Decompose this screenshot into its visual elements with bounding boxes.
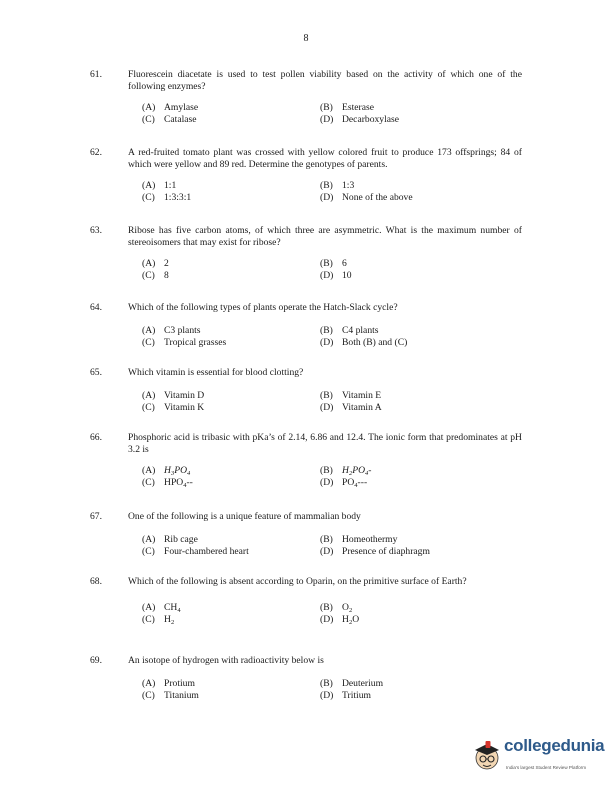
option-b: (B) Homeothermy <box>320 534 398 545</box>
option-b: (B) Deuterium <box>320 678 384 689</box>
option-c: (C) Tropical grasses <box>142 337 227 348</box>
option-d: (D) Decarboxylase <box>320 114 400 125</box>
option-b: (B) 1:3 <box>320 180 355 191</box>
question-number: 63. <box>90 225 102 236</box>
option-a: (A) Vitamin D <box>142 390 205 401</box>
options <box>142 390 522 414</box>
question-text: An isotope of hydrogen with radioactivity below is <box>128 655 324 666</box>
options <box>142 602 522 626</box>
option-d: (D) Presence of diaphragm <box>320 546 430 557</box>
option-d: (D) Both (B) and (C) <box>320 337 408 348</box>
option-a: (A) 2 <box>142 258 169 269</box>
student-mascot-icon <box>470 738 504 774</box>
option-a: (A) 1:1 <box>142 180 177 191</box>
question-66 <box>90 432 522 489</box>
option-d: (D) $H_2O$ <box>320 614 360 626</box>
question-number: 67. <box>90 511 102 522</box>
option-b: (B) C4 plants <box>320 325 379 336</box>
options <box>142 102 522 126</box>
option-d: (D) Tritium <box>320 690 371 701</box>
option-b: (B) Esterase <box>320 102 374 113</box>
question-number: 61. <box>90 69 102 80</box>
option-d: (D) None of the above <box>320 192 413 203</box>
option-d: (D) $PO_4---$ <box>320 477 368 489</box>
question-number: 62. <box>90 147 102 158</box>
options <box>142 180 522 204</box>
option-b: (B) $H_2PO_4-$ <box>320 465 372 477</box>
option-d: (D) 10 <box>320 270 352 281</box>
option-b: (B) Vitamin E <box>320 390 382 401</box>
option-b: (B) 6 <box>320 258 347 269</box>
options <box>142 678 522 702</box>
question-number: 64. <box>90 302 102 313</box>
option-c: (C) 8 <box>142 270 169 281</box>
option-c: (C) $HPO_4--$ <box>142 477 193 489</box>
logo-tagline: India's largest Student Review Platform <box>506 765 587 770</box>
question-62 <box>90 147 522 204</box>
question-number: 65. <box>90 367 102 378</box>
question-text: Ribose has five carbon atoms, of which three are asymmetric. What is the maximum number of stereoisomers that may exist for ribose? <box>128 225 522 248</box>
question-text: Which vitamin is essential for blood clotting? <box>128 367 304 378</box>
question-number: 66. <box>90 432 102 443</box>
option-a: (A) Protium <box>142 678 195 689</box>
logo-wordmark: collegedunia <box>504 736 605 755</box>
option-a: (A) Amylase <box>142 102 199 113</box>
question-68 <box>90 576 522 626</box>
options <box>142 465 522 489</box>
question-text: A red-fruited tomato plant was crossed with yellow colored fruit to produce 173 offsprings; 84 of which were yellow and 89 red. Determine the genotypes of parents. <box>128 147 522 170</box>
question-67 <box>90 511 522 558</box>
question-69 <box>90 655 522 702</box>
option-c: (C) Four-chambered heart <box>142 546 249 557</box>
question-number: 69. <box>90 655 102 666</box>
option-c: (C) $H_2$ <box>142 614 175 626</box>
question-64 <box>90 302 522 349</box>
option-a: (A) Rib cage <box>142 534 198 545</box>
options <box>142 534 522 558</box>
question-text: Fluorescein diacetate is used to test pollen viability based on the activity of which one of the following enzymes? <box>128 69 522 92</box>
option-c: (C) 1:3:3:1 <box>142 192 192 203</box>
question-61 <box>90 69 522 126</box>
option-a: (A) $H_3PO_4$ <box>142 465 191 477</box>
option-c: (C) Catalase <box>142 114 197 125</box>
option-a: (A) $CH_4$ <box>142 602 181 614</box>
options <box>142 325 522 349</box>
option-c: (C) Vitamin K <box>142 402 205 413</box>
collegedunia-logo[interactable] <box>470 736 606 776</box>
option-d: (D) Vitamin A <box>320 402 382 413</box>
option-a: (A) C3 plants <box>142 325 201 336</box>
question-number: 68. <box>90 576 102 587</box>
question-text: One of the following is a unique feature of mammalian body <box>128 511 361 522</box>
question-text: Phosphoric acid is tribasic with pKa’s of 2.14, 6.86 and 12.4. The ionic form that predominates at pH 3.2 is <box>128 432 522 455</box>
options <box>142 258 522 282</box>
question-text: Which of the following types of plants operate the Hatch-Slack cycle? <box>128 302 398 313</box>
option-c: (C) Titanium <box>142 690 199 701</box>
question-63 <box>90 225 522 282</box>
page-number: 8 <box>303 33 309 44</box>
question-text: Which of the following is absent according to Oparin, on the primitive surface of Earth? <box>128 576 467 587</box>
option-b: (B) $O_2$ <box>320 602 353 614</box>
question-65 <box>90 367 522 414</box>
